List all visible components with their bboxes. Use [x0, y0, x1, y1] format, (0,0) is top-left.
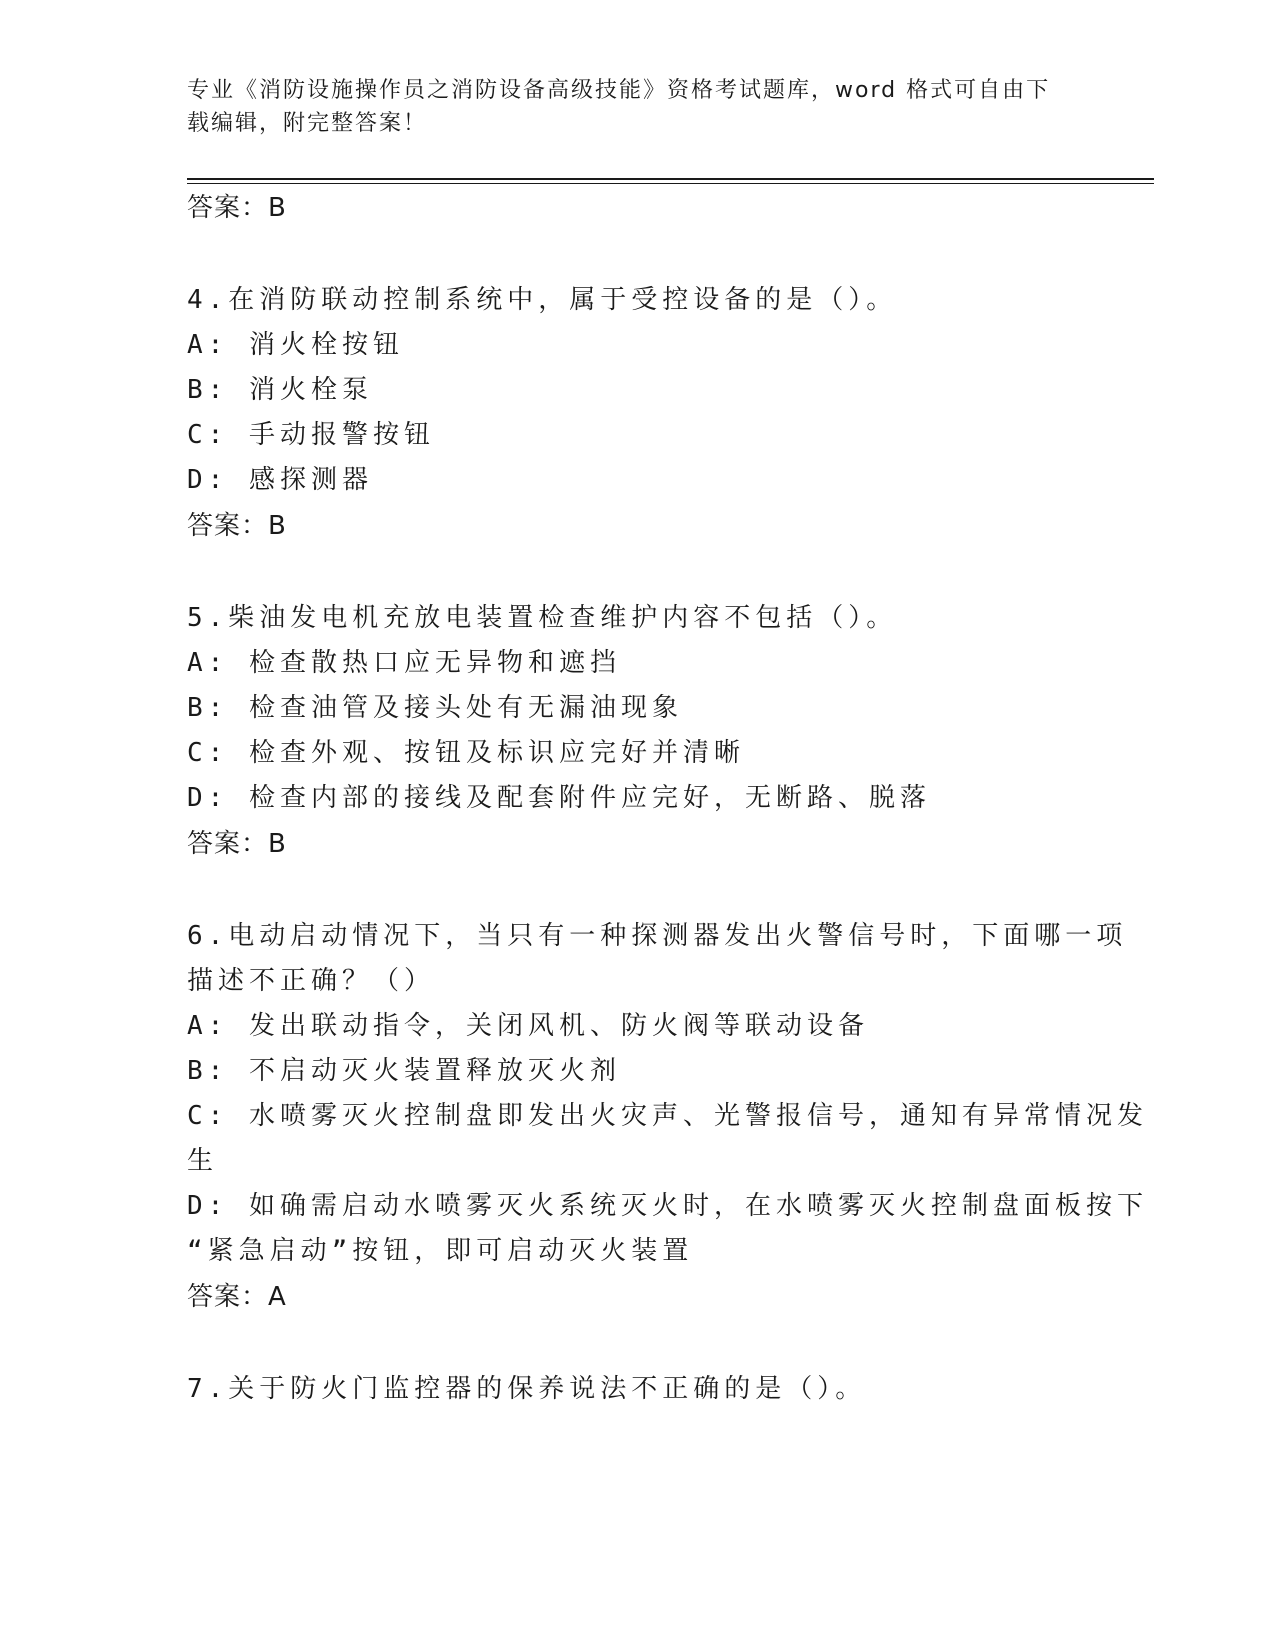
- answer-line: 答案：B: [187, 829, 287, 859]
- option-a: A: 检查散热口应无异物和遮挡: [187, 648, 621, 678]
- header-line: 专业《消防设施操作员之消防设备高级技能》资格考试题库，word 格式可自由下: [187, 78, 1051, 103]
- question-stem: 6.电动启动情况下，当只有一种探测器发出火警信号时，下面哪一项: [187, 921, 1128, 951]
- answer-line: 答案：B: [187, 193, 287, 223]
- option-b: B: 消火栓泵: [187, 375, 373, 405]
- option-b: B: 不启动灭火装置释放灭火剂: [187, 1056, 621, 1086]
- question-stem: 4.在消防联动控制系统中，属于受控设备的是（）。: [187, 285, 898, 315]
- option-d: D: 如确需启动水喷雾灭火系统灭火时，在水喷雾灭火控制盘面板按下: [187, 1191, 1148, 1221]
- header-line: 载编辑，附完整答案！: [187, 111, 428, 136]
- question-stem: 7.关于防火门监控器的保养说法不正确的是（）。: [187, 1374, 867, 1404]
- option-a: A: 消火栓按钮: [187, 330, 404, 360]
- option-d: D: 感探测器: [187, 465, 373, 495]
- option-c: C: 手动报警按钮: [187, 420, 435, 450]
- option-d: D: 检查内部的接线及配套附件应完好，无断路、脱落: [187, 783, 931, 813]
- header-divider-thin: [187, 183, 1154, 184]
- option-c: C: 水喷雾灭火控制盘即发出火灾声、光警报信号，通知有异常情况发: [187, 1101, 1148, 1131]
- option-d-continued: “紧急启动”按钮，即可启动灭火装置: [187, 1236, 694, 1266]
- option-a: A: 发出联动指令，关闭风机、防火阀等联动设备: [187, 1011, 869, 1041]
- option-c-continued: 生: [187, 1146, 219, 1176]
- option-c: C: 检查外观、按钮及标识应完好并清晰: [187, 738, 745, 768]
- header-divider: [187, 178, 1154, 180]
- question-stem-continued: 描述不正确？（）: [187, 966, 436, 996]
- document-header: [187, 74, 1067, 140]
- question-stem: 5.柴油发电机充放电装置检查维护内容不包括（）。: [187, 603, 898, 633]
- answer-line: 答案：A: [187, 1282, 287, 1312]
- option-b: B: 检查油管及接头处有无漏油现象: [187, 693, 683, 723]
- answer-line: 答案：B: [187, 511, 287, 541]
